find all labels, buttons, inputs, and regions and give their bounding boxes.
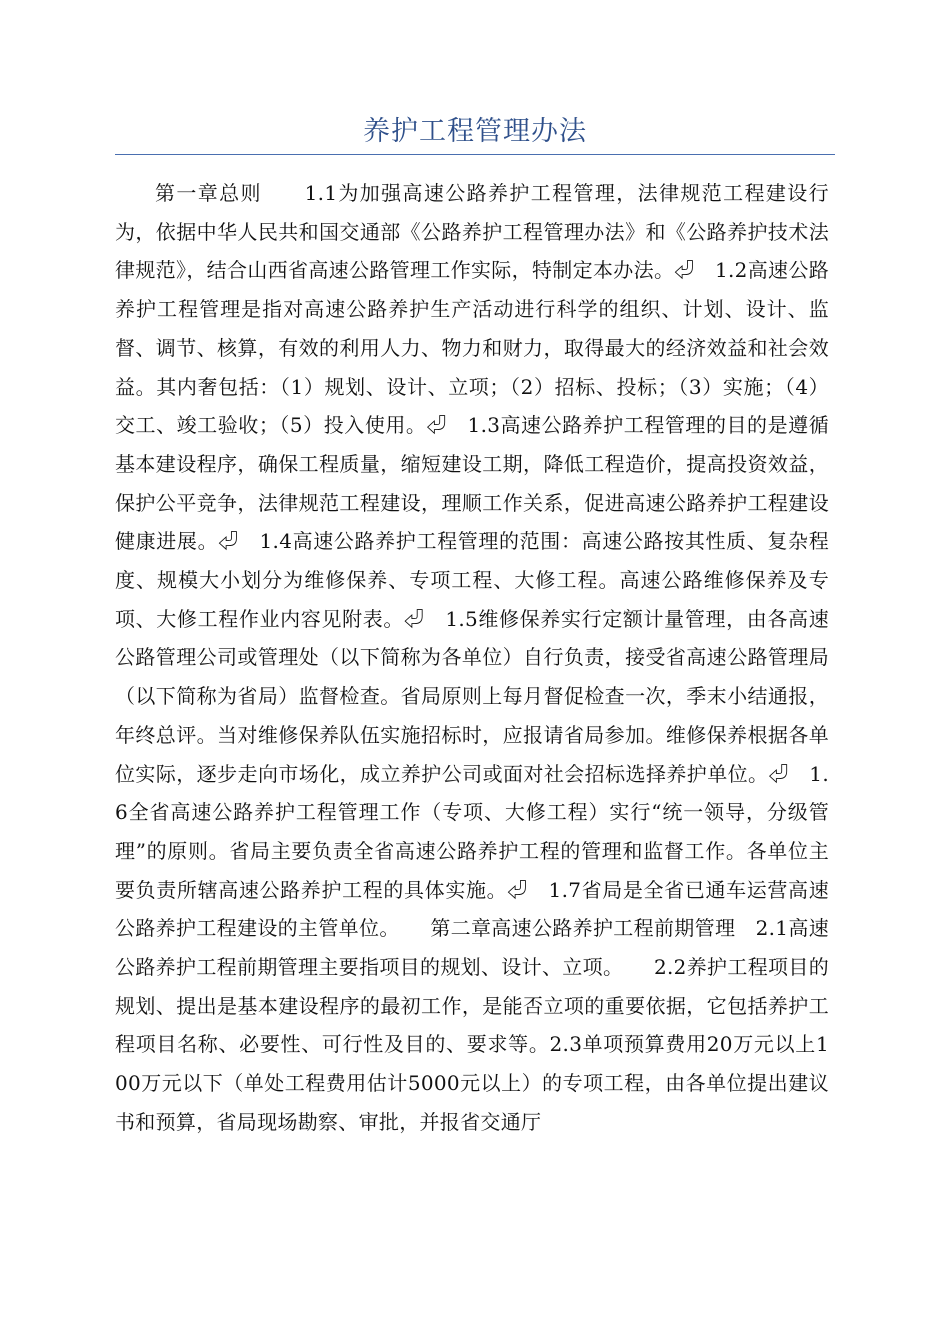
document-title: 养护工程管理办法 (363, 116, 587, 147)
document-body: 第一章总则 1.1为加强高速公路养护工程管理，法律规范工程建设行为，依据中华人民共和国交通部《公路养护工程管理办法》和《公路养护技术法律规范》，结合山西省高速公路管理工作实际，特制定本办法。⏎ 1.2高速公路养护工程管理是指对高速公路养护生产活动进行科学的组织、计划、设计、监督、调节、核算，有效的利用人力、物力和财力，取得最大的经济效益和社会效益。其内奢包括：（1）规划、设计、立项；（2）招标、投标；（3）实施；（4）交工、竣工验收；（5）投入使用。⏎ 1.3高速公路养护工程管理的目的是遵循基本建设程序，确保工程质量，缩短建设工期，降低工程造价，提高投资效益，保护公平竞争，法律规范工程建设，理顺工作关系，促进高速公路养护工程建设健康进展。⏎ 1.4高速公路养护工程管理的范围：高速公路按其性质、复杂程度、规模大小划分为维修保养、专项工程、大修工程。高速公路维修保养及专项、大修工程作业内容见附表。⏎ 1.5维修保养实行定额计量管理，由各高速公路管理公司或管理处（以下简称为各单位）自行负责，接受省高速公路管理局（以下简称为省局）监督检查。省局原则上每月督促检查一次，季末小结通报，年终总评。当对维修保养队伍实施招标时，应报请省局参加。维修保养根据各单位实际，逐步走向市场化，成立养护公司或面对社会招标选择养护单位。⏎ 1.6全省高速公路养护工程管理工作（专项、大修工程）实行“统一领导，分级管理”的原则。省局主要负责全省高速公路养护工程的管理和监督工作。各单位主要负责所辖高速公路养护工程的具体实施。⏎ 1.7省局是全省已通车运营高速公路养护工程建设的主管单位。 第二章高速公路养护工程前期管理 2.1高速公路养护工程前期管理主要指项目的规划、设计、立项。 2.2养护工程项目的规划、提出是基本建设程序的最初工作，是能否立项的重要依据，它包括养护工程项目名称、必要性、可行性及目的、要求等。2.3单项预算费用20万元以上100万元以下（单处工程费用估计5000元以上）的专项工程，由各单位提出建议书和预算，省局现场勘察、审批，并报省交通厅 (115, 181, 829, 1134)
title-underline (115, 154, 835, 155)
